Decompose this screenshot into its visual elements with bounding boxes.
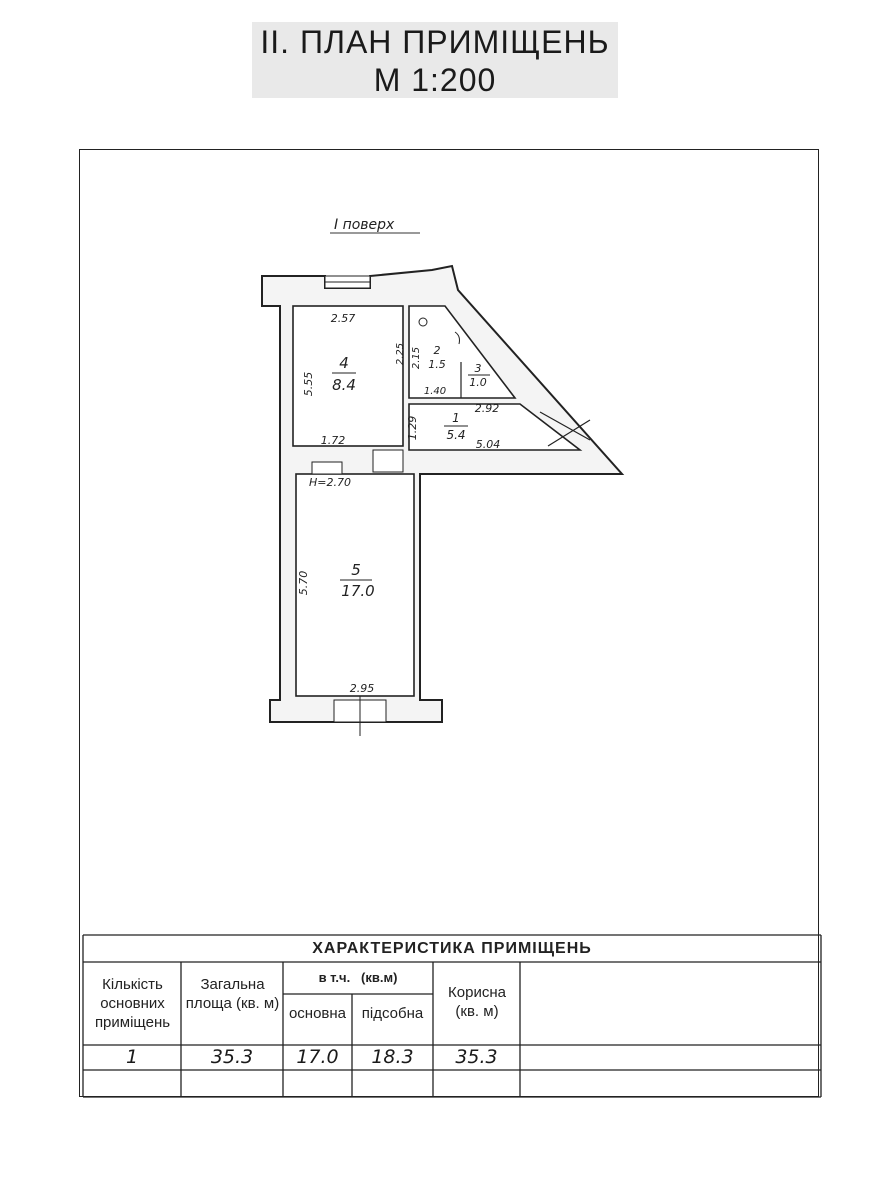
room-5-area: 17.0 [341,582,375,600]
room-3-area: 1.0 [469,376,487,389]
dim-room4-top: 2.57 [330,312,356,325]
dim-room4-bottom: 1.72 [320,434,346,447]
value-useful: 35.3 [455,1046,498,1068]
dim-room1-bottom: 5.04 [475,438,501,451]
room-1-area: 5.4 [446,428,466,442]
dim-room5-bottom: 2.95 [349,682,375,695]
room-3-number: 3 [474,362,482,375]
table-heading: ХАРАКТЕРИСТИКА ПРИМІЩЕНЬ [312,940,592,957]
col-useful-header: Корисна (кв. м) [448,984,506,1020]
room-2-area: 1.5 [428,358,446,371]
doorway [373,450,403,472]
col-incl-header: в т.ч. (кв.м) [318,970,398,985]
dim-room4-left: 5.55 [302,371,315,397]
room-5-number: 5 [351,561,361,579]
room-2-number: 2 [433,344,441,357]
dim-room3-bottom: 1.40 [423,386,447,397]
floor-label: І поверх [334,217,395,233]
dim-room1-top: 2.92 [474,402,500,415]
col-main-header: основна [288,1005,347,1022]
value-total: 35.3 [210,1046,254,1068]
col-aux-header: підсобна [361,1005,424,1022]
scale-label: М 1:200 [373,62,497,98]
col-total-header: Загальна площа (кв. м) [185,976,280,1012]
room-4-number: 4 [339,354,349,372]
value-aux: 18.3 [371,1046,414,1068]
room-4-area: 8.4 [332,376,356,394]
col-count-header: Кількість основних приміщень [94,976,171,1031]
page-title: ІІ. ПЛАН ПРИМІЩЕНЬ [260,24,610,60]
value-main: 17.0 [296,1046,339,1068]
dim-room5-height: Н=2.70 [309,476,351,489]
dim-room2-side-b: 2.15 [411,346,422,370]
dim-room2-side-a: 2.25 [395,342,406,366]
chimney [312,462,342,474]
dim-room5-left: 5.70 [297,570,310,596]
dim-room1-left: 1.29 [406,415,419,441]
value-count: 1 [125,1046,139,1068]
room-1-number: 1 [452,411,460,425]
